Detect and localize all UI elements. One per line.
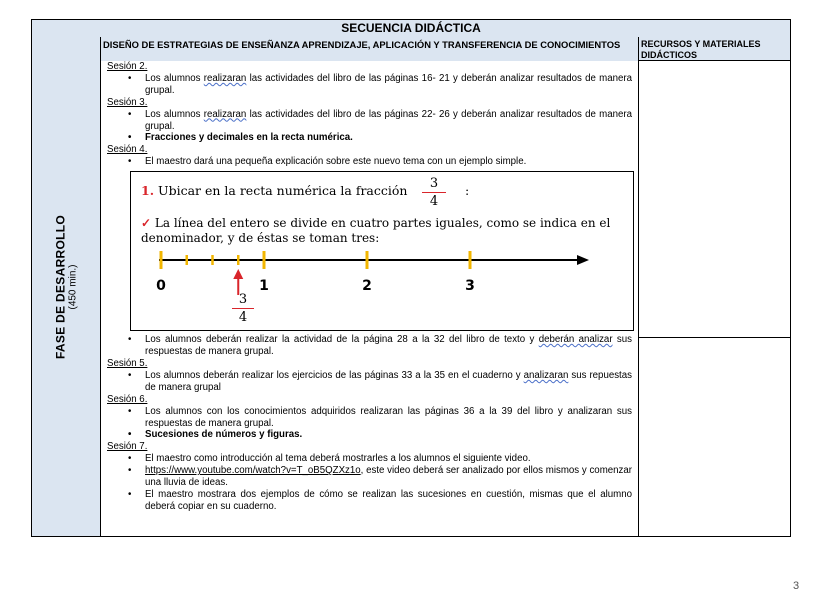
session-5-label: Sesión 5. (107, 357, 148, 369)
session-4-label: Sesión 4. (107, 144, 148, 156)
marker-arrowhead (233, 269, 243, 279)
list-item: • Los alumnos realizaran las actividades del libro de las páginas 16- 21 y deberán analizar resultados de manera grupal. (107, 73, 632, 97)
list-item: • Los alumnos realizaran las actividades del libro de las páginas 22- 26 y deberán analizar resultados de manera grupal. (107, 109, 632, 133)
list-item: • Los alumnos deberán realizar la actividad de la página 28 a la 32 del libro de texto y deberán analizar sus respuestas de manera grupal. (107, 334, 632, 358)
spellcheck-word: analizaran (523, 369, 569, 381)
topic-heading: • Fracciones y decimales en la recta numérica. (107, 132, 632, 144)
tick-label: 2 (362, 278, 372, 295)
phase-column (32, 37, 101, 536)
resources-column (639, 37, 790, 536)
table-title: SECUENCIA DIDÁCTICA (32, 20, 790, 38)
resources-divider (639, 337, 790, 338)
number-line-figure (130, 171, 634, 331)
tick-label: 3 (465, 278, 475, 295)
spellcheck-word: deberán analizar (538, 334, 613, 346)
list-item: • Los alumnos con los conocimientos adquiridos realizaran las páginas 36 a la 39 del libro y analizaran sus respuestas de manera grupal. (107, 406, 632, 430)
list-item: • El maestro dará una pequeña explicación sobre este nuevo tema con un ejemplo simple. (107, 156, 632, 168)
tick-label: 0 (156, 278, 166, 295)
figure-colon: : (465, 183, 470, 199)
session-7-label: Sesión 7. (107, 441, 148, 453)
session-2-label: Sesión 2. (107, 61, 148, 72)
topic-heading: • Sucesiones de números y figuras. (107, 429, 632, 441)
content-column (101, 37, 639, 536)
check-icon: ✓ (141, 216, 152, 231)
axis-arrowhead (577, 255, 589, 265)
spellcheck-word: realizaran (203, 72, 247, 84)
list-item: • El maestro como introducción al tema deberá mostrarles a los alumnos el siguiente video. (107, 453, 632, 465)
figure-explanation: ✓ La línea del entero se divide en cuatro partes iguales, como se indica en el denominador, y de éstas se toman tres: (141, 216, 611, 246)
figure-instruction: 1. Ubicar en la recta numérica la fracción (141, 183, 408, 199)
spellcheck-word: realizaran (203, 108, 247, 120)
resources-header: RECURSOS Y MATERIALES DIDÁCTICOS (639, 37, 790, 61)
tick-label: 1 (259, 278, 269, 295)
session-6-label: Sesión 6. (107, 393, 148, 405)
marked-fraction: 3 4 (232, 292, 254, 325)
didactic-sequence-table (31, 19, 791, 537)
list-item: • https://www.youtube.com/watch?v=T_oB5QZXz1o, este video deberá ser analizado por ellos mismos y comenzar una lluvia de ideas. (107, 465, 632, 489)
page-number: 3 (793, 580, 800, 592)
video-link[interactable]: https://www.youtube.com/watch?v=T_oB5QZXz1o (145, 465, 361, 477)
content-header: DISEÑO DE ESTRATEGIAS DE ENSEÑANZA APRENDIZAJE, APLICACIÓN Y TRANSFERENCIA DE CONOCIMIENTOS (101, 37, 638, 61)
phase-label (54, 214, 79, 358)
list-item: • Los alumnos deberán realizar los ejercicios de las páginas 33 a la 35 en el cuaderno y analizaran sus repuestas de manera grupal (107, 370, 632, 394)
content-body (101, 61, 638, 513)
number-line (131, 172, 631, 328)
list-item: • El maestro mostrara dos ejemplos de cómo se realizan las sucesiones en cuestión, mismas que el alumno deberá copiar en su cuaderno. (107, 489, 632, 513)
phase-title: FASE DE DESARROLLO (53, 214, 68, 359)
figure-number: 1. (141, 183, 155, 199)
session-3-label: Sesión 3. (107, 96, 148, 108)
title-fraction: 3 4 (422, 176, 446, 209)
phase-duration: (450 min.) (67, 264, 79, 310)
